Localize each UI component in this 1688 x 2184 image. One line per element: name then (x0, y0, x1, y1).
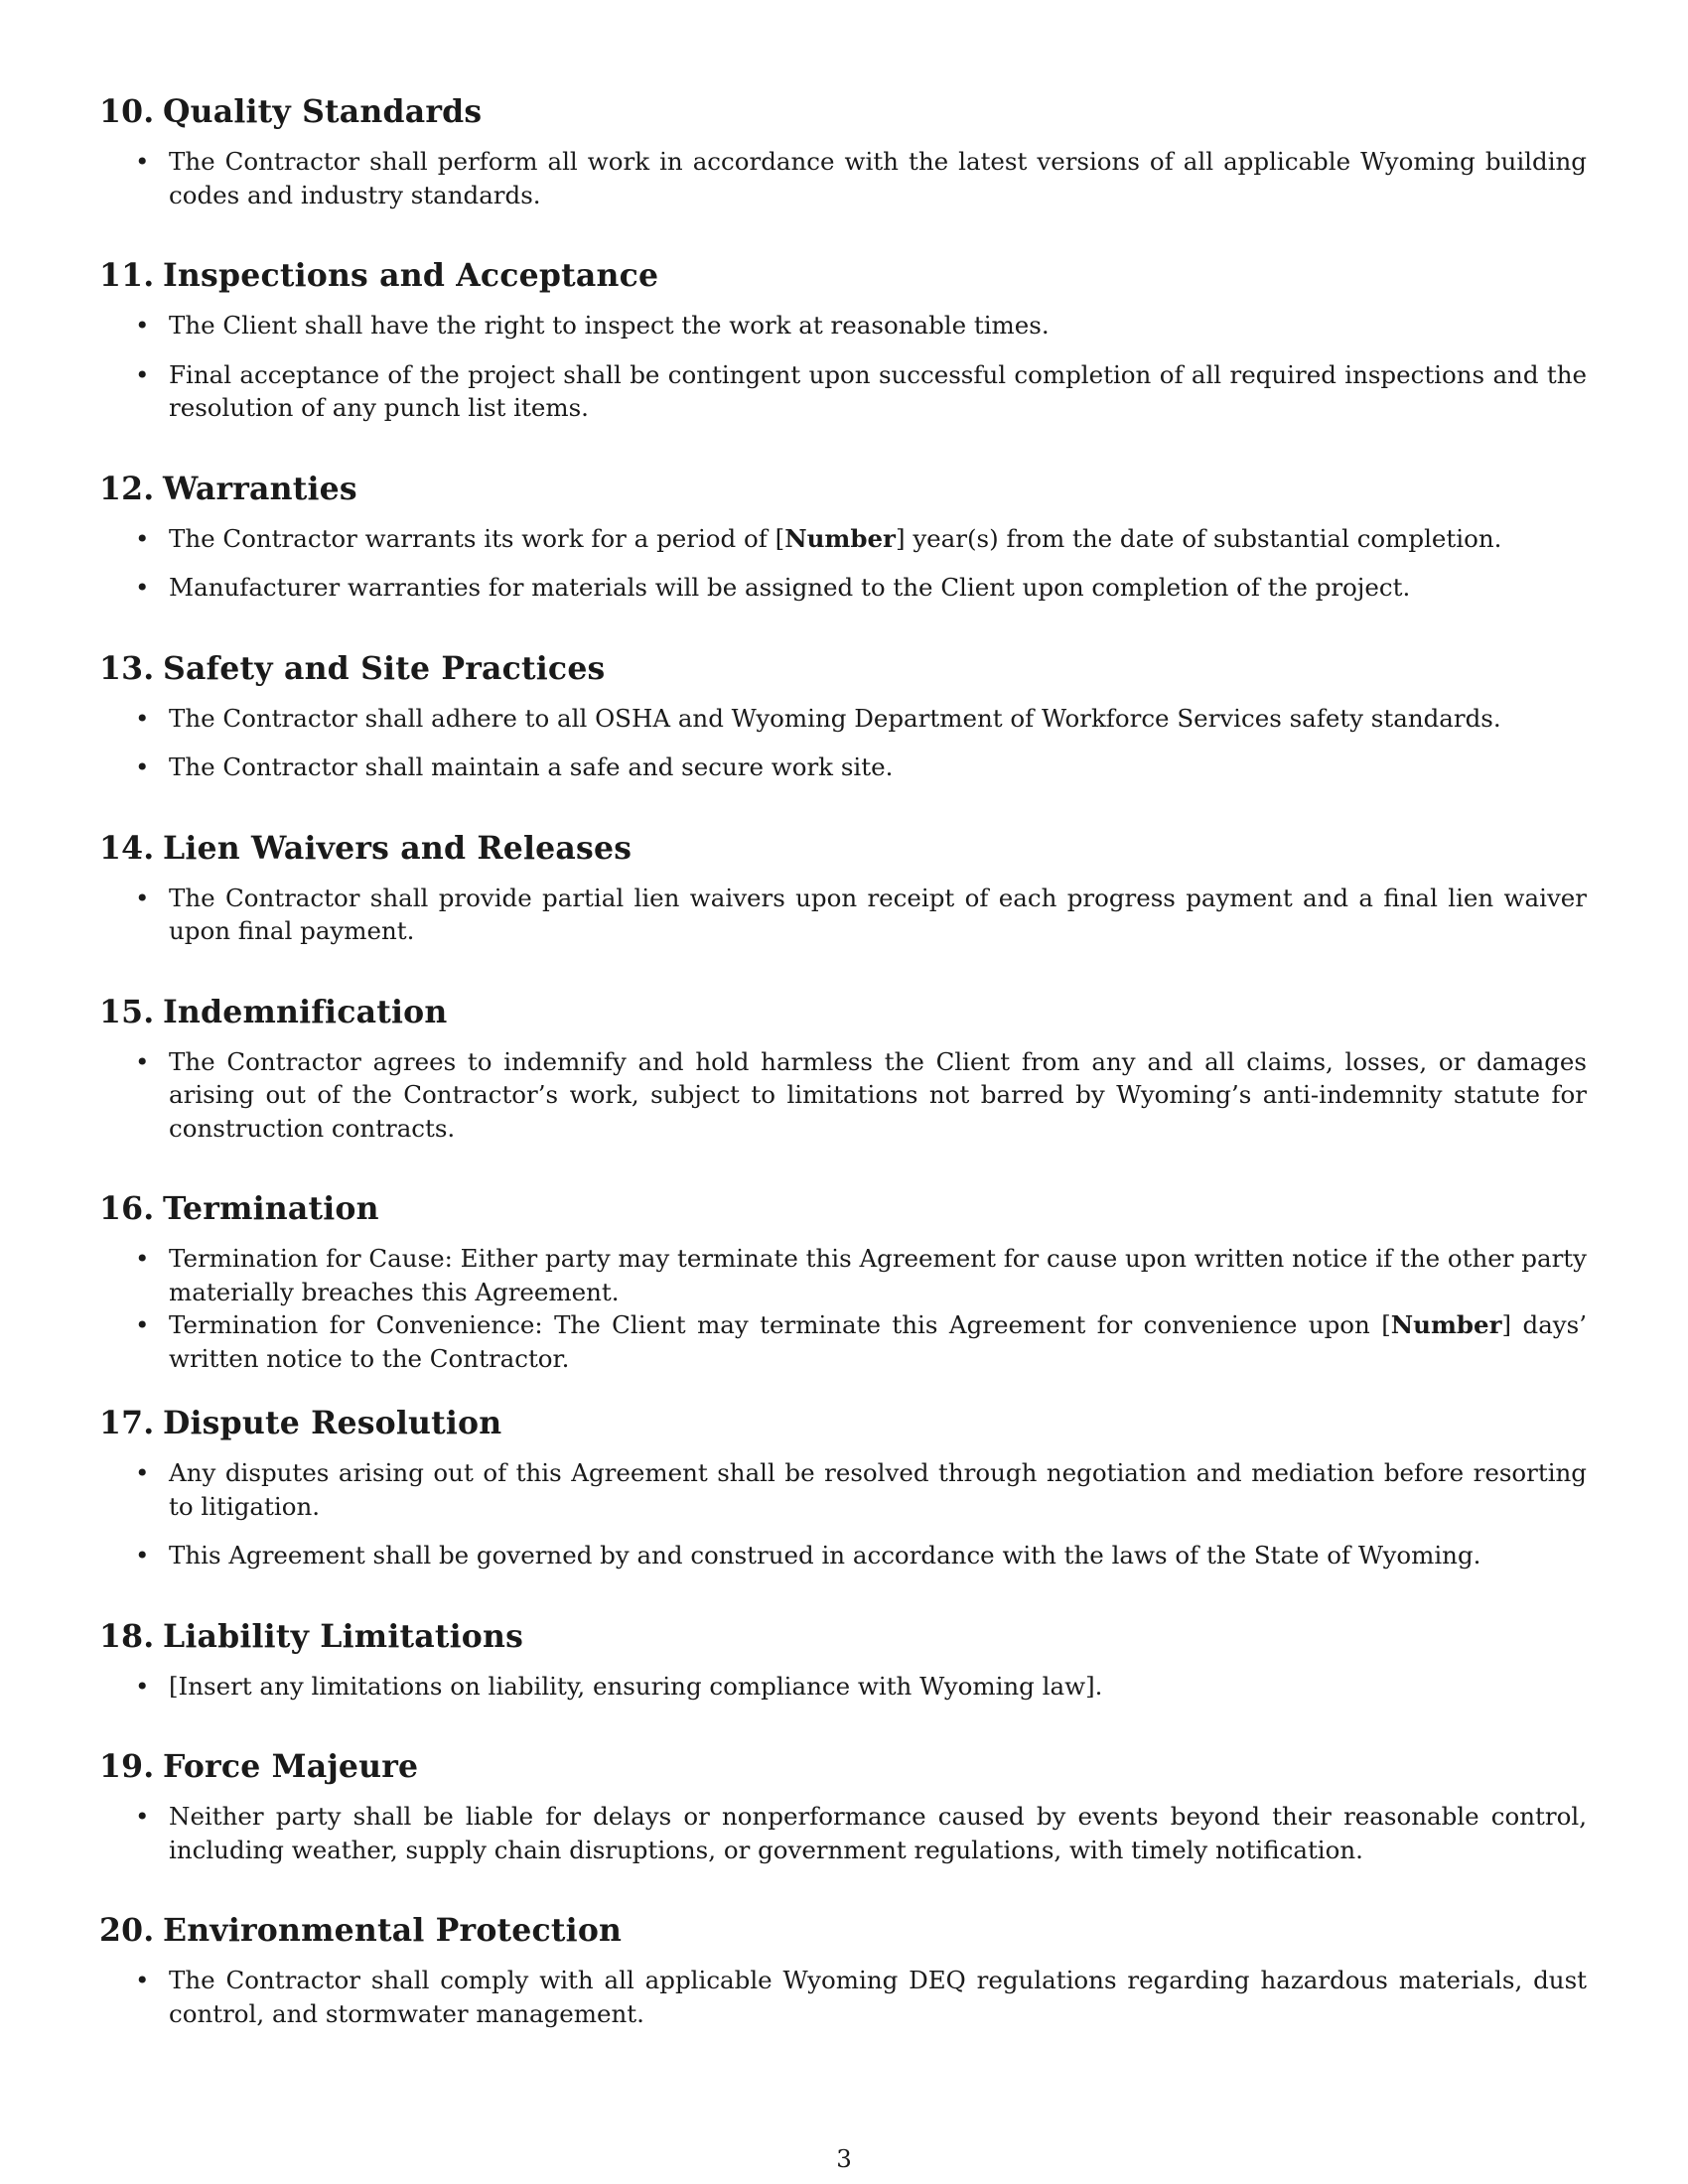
section-title-text: Inspections and Acceptance (163, 257, 659, 294)
list-item: • Manufacturer warranties for materials will be assigned to the Client upon completion of the project. (99, 571, 1587, 605)
section-heading (99, 91, 1587, 133)
section-spacer (99, 1160, 1587, 1188)
section (99, 648, 1587, 828)
section (99, 469, 1587, 648)
section-heading (99, 469, 1587, 510)
section-number: 10. (99, 93, 155, 130)
section-spacer (99, 1588, 1587, 1616)
section-title-text: Liability Limitations (163, 1617, 524, 1655)
list-item: • The Contractor shall provide partial lien waivers upon receipt of each progress payment and a final lien waiver upon final payment. (99, 882, 1587, 948)
list-item-text: The Contractor warrants its work for a period of [ (169, 523, 785, 553)
section-number: 19. (99, 1748, 155, 1785)
section (99, 255, 1587, 469)
section (99, 1403, 1587, 1616)
list-item: • Any disputes arising out of this Agreement shall be resolved through negotiation and mediation before resorting to litigation. (99, 1456, 1587, 1523)
section (99, 1746, 1587, 1910)
list-item: • The Contractor agrees to indemnify and hold harmless the Client from any and all claims, losses, or damages arising out of the Contractor’s work, subject to limitations not barred by Wyoming’s anti-indemnity statute for construction contracts. (99, 1045, 1587, 1146)
section-heading (99, 828, 1587, 870)
page-number: 3 (836, 2144, 852, 2173)
section-spacer (99, 1882, 1587, 1910)
section-number: 18. (99, 1617, 155, 1655)
section-heading (99, 1746, 1587, 1788)
bullet-list (99, 1800, 1587, 1866)
list-item-text: ] year(s) from the date of substantial completion. (895, 523, 1502, 553)
section-heading (99, 648, 1587, 690)
section-title-text: Quality Standards (163, 93, 483, 130)
section-title-text: Environmental Protection (163, 1912, 623, 1949)
section-heading (99, 1910, 1587, 1952)
section-heading (99, 992, 1587, 1033)
section-title-text: Warranties (163, 470, 357, 507)
list-item: • Termination for Cause: Either party may terminate this Agreement for cause upon written notice if the other party materially breaches this Agreement. (99, 1242, 1587, 1308)
list-item: • Final acceptance of the project shall be contingent upon successful completion of all required inspections and the resolution of any punch list items. (99, 358, 1587, 425)
section-heading (99, 1403, 1587, 1444)
list-item-text: Termination for Convenience: The Client may terminate this Agreement for convenience upon [ (169, 1310, 1391, 1339)
section-number: 16. (99, 1190, 155, 1227)
list-item-text: ] days’ written notice to the Contractor. (169, 1310, 1587, 1373)
list-item: • [Insert any limitations on liability, ensuring compliance with Wyoming law]. (99, 1670, 1587, 1704)
section-heading (99, 255, 1587, 297)
section-number: 20. (99, 1912, 155, 1949)
bullet-list (99, 1964, 1587, 2030)
section-number: 13. (99, 649, 155, 687)
list-item: • The Contractor shall perform all work in accordance with the latest versions of all applicable Wyoming building codes and industry standards. (99, 145, 1587, 211)
section-spacer (99, 620, 1587, 648)
bullet-list (99, 522, 1587, 605)
section-title-text: Safety and Site Practices (163, 649, 606, 687)
list-item: • This Agreement shall be governed by and construed in accordance with the laws of the State of Wyoming. (99, 1539, 1587, 1572)
section-spacer (99, 227, 1587, 255)
section-title-text: Indemnification (163, 993, 448, 1030)
bullet-list (99, 309, 1587, 425)
section (99, 828, 1587, 992)
section-title-text: Termination (163, 1190, 379, 1227)
section-heading (99, 1188, 1587, 1230)
bullet-list (99, 882, 1587, 948)
section (99, 91, 1587, 255)
list-item: • Neither party shall be liable for delays or nonperformance caused by events beyond their reasonable control, including weather, supply chain disruptions, or government regulations, with timely notification. (99, 1800, 1587, 1866)
bullet-list (99, 1045, 1587, 1146)
section-number: 14. (99, 829, 155, 867)
list-item: • The Client shall have the right to inspect the work at reasonable times. (99, 309, 1587, 342)
bullet-list (99, 145, 1587, 211)
section-title-text: Force Majeure (163, 1748, 419, 1785)
placeholder-number: Number (1390, 1310, 1502, 1339)
section (99, 992, 1587, 1189)
section (99, 1616, 1587, 1747)
placeholder-number: Number (784, 523, 896, 553)
section-spacer (99, 800, 1587, 828)
section-number: 12. (99, 470, 155, 507)
list-item (99, 1308, 1587, 1375)
section-spacer (99, 1375, 1587, 1403)
list-item: • The Contractor shall maintain a safe and secure work site. (99, 751, 1587, 784)
document-page (99, 91, 1587, 2046)
list-item: • The Contractor shall comply with all applicable Wyoming DEQ regulations regarding hazardous materials, dust control, and stormwater management. (99, 1964, 1587, 2030)
list-item: • The Contractor shall adhere to all OSHA and Wyoming Department of Workforce Services safety standards. (99, 702, 1587, 736)
section-spacer (99, 1718, 1587, 1746)
section-heading (99, 1616, 1587, 1658)
bullet-list (99, 1456, 1587, 1572)
section (99, 1910, 1587, 2030)
list-item (99, 522, 1587, 556)
bullet-list (99, 702, 1587, 784)
section (99, 1188, 1587, 1403)
bullet-list (99, 1242, 1587, 1375)
section-spacer (99, 441, 1587, 469)
section-number: 15. (99, 993, 155, 1030)
section-title-text: Lien Waivers and Releases (163, 829, 633, 867)
section-number: 11. (99, 257, 155, 294)
section-spacer (99, 964, 1587, 992)
section-number: 17. (99, 1405, 155, 1441)
section-title-text: Dispute Resolution (163, 1405, 502, 1441)
bullet-list (99, 1670, 1587, 1704)
